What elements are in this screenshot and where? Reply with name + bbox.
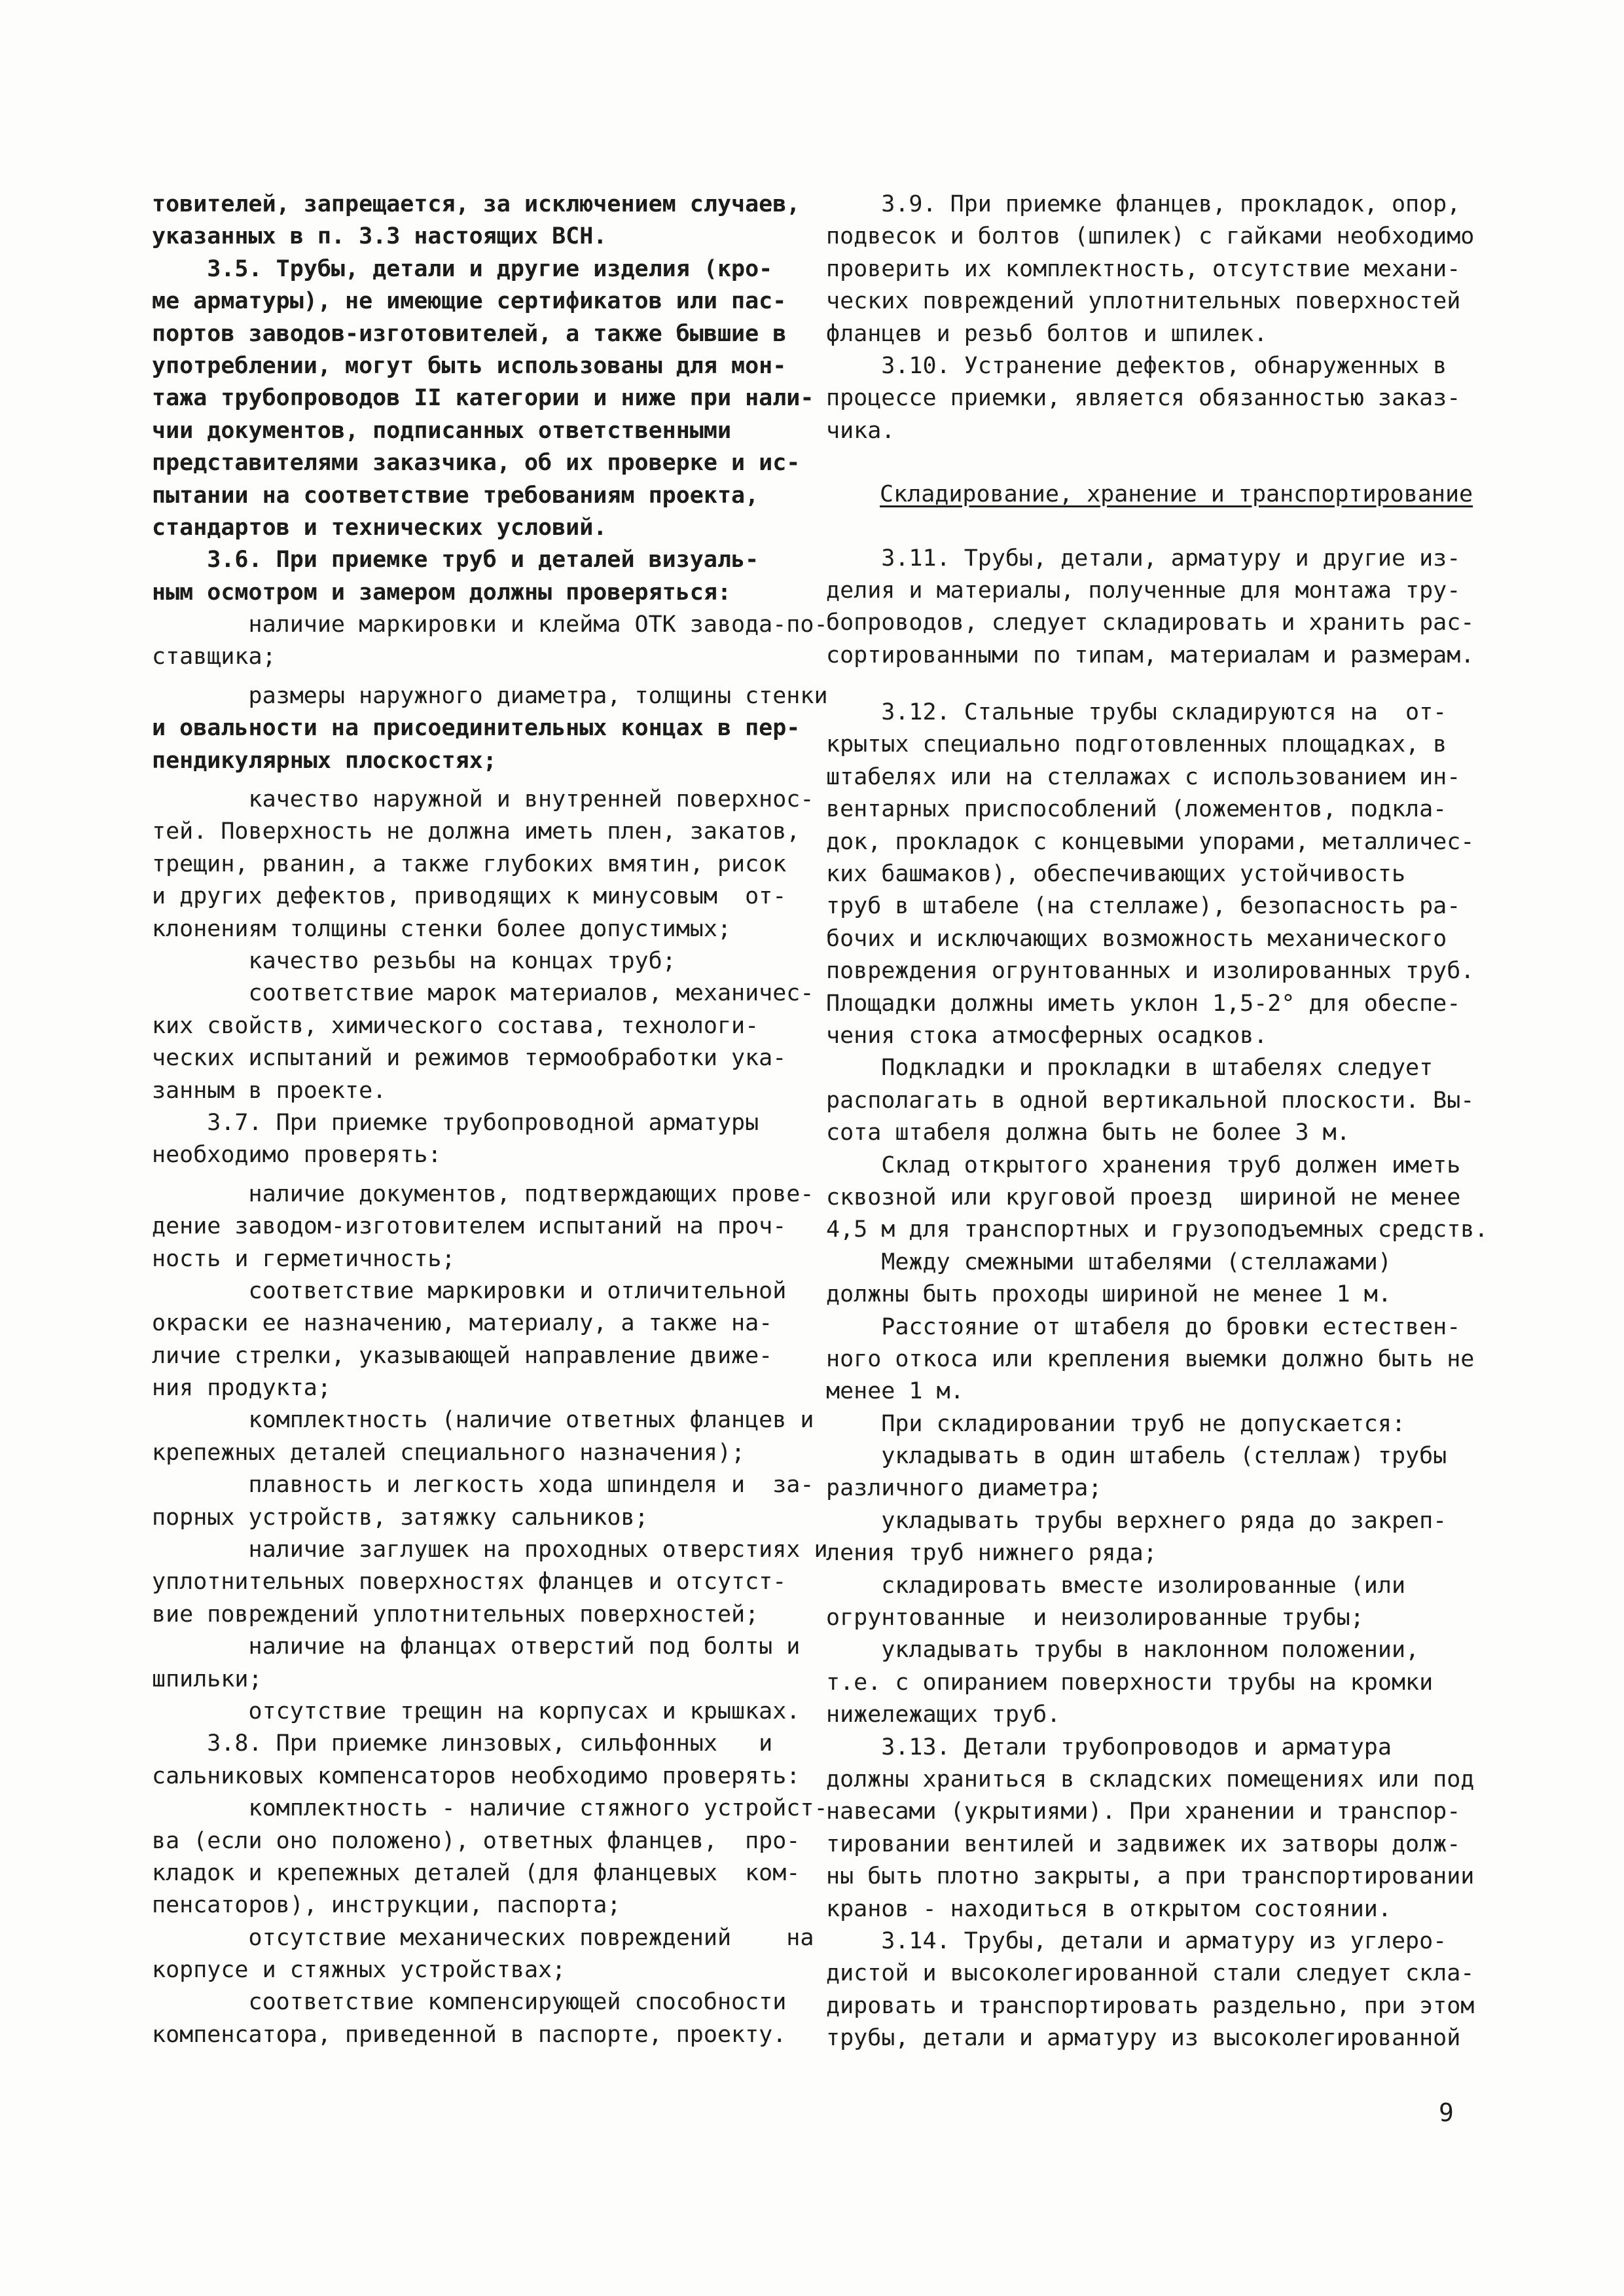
text-line: Подкладки и прокладки в штабелях следует xyxy=(826,1055,1434,1082)
text-line: складировать вместе изолированные (или xyxy=(826,1572,1406,1599)
text-line: ления труб нижнего ряда; xyxy=(826,1540,1157,1567)
text-line: употреблении, могут быть использованы для мон- xyxy=(152,352,787,379)
text-line: Площадки должны иметь уклон 1,5-2° для обеспе- xyxy=(826,990,1461,1017)
text-line: личие стрелки, указывающей направление движе- xyxy=(152,1342,773,1369)
text-line: Склад открытого хранения труб должен иметь xyxy=(826,1152,1461,1178)
text-line: указанных в п. 3.3 настоящих ВСН. xyxy=(152,223,607,250)
text-line: соответствие маркировки и отличительной xyxy=(152,1277,787,1304)
text-line: отсутствие трещин на корпусах и крышках. xyxy=(152,1698,801,1724)
text-line: проверить их комплектность, отсутствие механи- xyxy=(826,255,1461,282)
text-line: ме арматуры), не имеющие сертификатов или пас- xyxy=(152,288,787,315)
text-line: крытых специально подготовленных площадках, в xyxy=(826,731,1447,758)
right-column xyxy=(826,189,1489,2055)
text-line: 3.12. Стальные трубы складируются на от- xyxy=(826,699,1447,726)
text-line: качество резьбы на концах труб; xyxy=(152,947,676,974)
text-line: уплотнительных поверхностях фланцев и отсутст- xyxy=(152,1569,787,1595)
text-line: плавность и легкость хода шпинделя и за- xyxy=(152,1472,814,1499)
spacer xyxy=(152,777,795,784)
text-line: крепежных деталей специального назначения); xyxy=(152,1439,746,1466)
text-line: ких свойств, химического состава, технологи- xyxy=(152,1012,759,1039)
text-line: тировании вентилей и задвижек их затворы долж- xyxy=(826,1831,1461,1857)
text-line: и других дефектов, приводящих к минусовым от- xyxy=(152,883,787,910)
text-line: дировать и транспортировать раздельно, при этом xyxy=(826,1992,1475,2019)
text-line: тажа трубопроводов II категории и ниже при нали- xyxy=(152,385,814,412)
text-line: фланцев и резьб болтов и шпилек. xyxy=(826,320,1268,347)
text-line: отсутствие механических повреждений на xyxy=(152,1924,814,1951)
text-line: навесами (укрытиями). При хранении и транспор- xyxy=(826,1798,1461,1825)
text-line: ность и герметичность; xyxy=(152,1245,456,1272)
text-line: сортированными по типам, материалам и размерам. xyxy=(826,642,1475,668)
text-line: 3.13. Детали трубопроводов и арматура xyxy=(826,1734,1392,1760)
spacer xyxy=(826,672,1476,697)
text-line: стандартов и технических условий. xyxy=(152,514,607,541)
text-line: 3.14. Трубы, детали и арматуру из углеро- xyxy=(826,1927,1447,1954)
text-line: наличие маркировки и клейма ОТК завода-по- xyxy=(152,611,828,638)
text-line: различного диаметра; xyxy=(826,1475,1102,1502)
text-line: наличие документов, подтверждающих прове- xyxy=(152,1180,814,1207)
text-line: кранов - находиться в открытом состоянии. xyxy=(826,1895,1392,1922)
text-line: делия и материалы, полученные для монтажа тру- xyxy=(826,577,1461,604)
text-line: т.е. с опиранием поверхности трубы на кромки xyxy=(826,1669,1434,1696)
text-line: шпильки; xyxy=(152,1666,262,1692)
text-line: процессе приемки, является обязанностью заказ- xyxy=(826,385,1461,412)
text-line: представителями заказчика, об их проверке и ис- xyxy=(152,450,801,477)
text-line: укладывать трубы в наклонном положении, xyxy=(826,1637,1420,1664)
text-line: порных устройств, затяжку сальников; xyxy=(152,1504,649,1531)
text-line: штабелях или на стеллажах с использованием ин- xyxy=(826,763,1461,790)
text-line: сквозной или круговой проезд шириной не менее xyxy=(826,1184,1461,1211)
text-line: сота штабеля должна быть не более 3 м. xyxy=(826,1120,1350,1146)
text-line: клонениям толщины стенки более допустимых; xyxy=(152,915,732,942)
text-line: укладывать трубы верхнего ряда до закреп- xyxy=(826,1507,1447,1534)
page-number: 9 xyxy=(1439,2098,1454,2127)
text-line: ческих испытаний и режимов термообработки ука- xyxy=(152,1045,787,1072)
text-line: ставщика; xyxy=(152,644,276,670)
text-line: соответствие марок материалов, механичес- xyxy=(152,980,814,1007)
text-line: труб в штабеле (на стеллаже), безопасность ра- xyxy=(826,893,1461,920)
text-line: соответствие компенсирующей способности xyxy=(152,1989,787,2016)
text-line: ких башмаков), обеспечивающих устойчивость xyxy=(826,861,1406,888)
text-line: ва (если оно положено), ответных фланцев, про- xyxy=(152,1827,801,1854)
text-line: должны быть проходы шириной не менее 1 м. xyxy=(826,1281,1392,1308)
text-line: корпусе и стяжных устройствах; xyxy=(152,1957,566,1984)
text-line: 3.6. При приемке труб и деталей визуаль- xyxy=(152,547,759,574)
text-line: Между смежными штабелями (стеллажами) xyxy=(826,1248,1392,1275)
text-line: ческих повреждений уплотнительных поверхностей xyxy=(826,288,1461,315)
text-line: нижележащих труб. xyxy=(826,1702,1061,1728)
text-line: Расстояние от штабеля до бровки естествен- xyxy=(826,1313,1461,1340)
text-line: необходимо проверять: xyxy=(152,1142,442,1169)
text-line: сальниковых компенсаторов необходимо проверять: xyxy=(152,1762,801,1789)
text-line: При складировании труб не допускается: xyxy=(826,1410,1406,1437)
text-line: док, прокладок с концевыми упорами, металличес- xyxy=(826,828,1475,855)
spacer xyxy=(152,1172,795,1178)
text-line: трещин, рванин, а также глубоких вмятин, рисок xyxy=(152,850,787,877)
text-line: тей. Поверхность не должна иметь плен, закатов, xyxy=(152,818,801,845)
text-line: пытании на соответствие требованиям проекта, xyxy=(152,482,759,509)
text-line: комплектность (наличие ответных фланцев и xyxy=(152,1407,814,1434)
text-line: ны быть плотно закрыты, а при транспортировании xyxy=(826,1863,1475,1890)
section-heading: Складирование, хранение и транспортирование xyxy=(880,481,1473,508)
text-line: вентарных приспособлений (ложементов, подкла- xyxy=(826,796,1447,823)
text-line: ния продукта; xyxy=(152,1375,331,1402)
text-line: наличие заглушек на проходных отверстиях и xyxy=(152,1537,828,1563)
left-column xyxy=(152,189,828,2051)
text-line: 3.10. Устранение дефектов, обнаруженных в xyxy=(826,352,1447,379)
text-line: и овальности на присоединительных концах в пер- xyxy=(152,715,801,742)
text-line: пендикулярных плоскостях; xyxy=(152,747,497,774)
text-line: дение заводом-изготовителем испытаний на проч- xyxy=(152,1213,787,1240)
text-line: повреждения огрунтованных и изолированных труб. xyxy=(826,958,1475,985)
text-line: должны храниться в складских помещениях или под xyxy=(826,1766,1475,1793)
text-line: укладывать в один штабель (стеллаж) трубы xyxy=(826,1443,1447,1470)
text-line: трубы, детали и арматуру из высоколегированной xyxy=(826,2025,1461,2052)
right-column-bottom-block xyxy=(826,543,1489,2055)
text-line: 3.5. Трубы, детали и другие изделия (кро- xyxy=(152,255,773,282)
spacer xyxy=(152,674,795,680)
right-column-top-block xyxy=(826,189,1476,447)
text-line: занным в проекте. xyxy=(152,1077,387,1104)
text-line: ного откоса или крепления выемки должно быть не xyxy=(826,1345,1475,1372)
text-line: чии документов, подписанных ответственными xyxy=(152,417,732,444)
text-line: менее 1 м. xyxy=(826,1378,964,1405)
text-line: пенсаторов), инструкции, паспорта; xyxy=(152,1892,621,1919)
text-line: чика. xyxy=(826,417,895,444)
text-line: подвесок и болтов (шпилек) с гайками необходимо xyxy=(826,223,1475,250)
spacer xyxy=(826,447,1476,479)
text-line: товителей, запрещается, за исключением случаев, xyxy=(152,191,801,217)
text-line: чения стока атмосферных осадков. xyxy=(826,1023,1268,1049)
text-line: вие повреждений уплотнительных поверхностей; xyxy=(152,1601,759,1628)
text-line: огрунтованные и неизолированные трубы; xyxy=(826,1605,1364,1631)
text-line: кладок и крепежных деталей (для фланцевых ком- xyxy=(152,1859,801,1886)
text-line: компенсатора, приведенной в паспорте, проекту. xyxy=(152,2021,787,2048)
text-line: 3.7. При приемке трубопроводной арматуры xyxy=(152,1109,759,1136)
text-line: 3.9. При приемке фланцев, прокладок, опор, xyxy=(826,191,1461,217)
text-line: 4,5 м для транспортных и грузоподъемных средств. xyxy=(826,1216,1489,1243)
text-line: 3.11. Трубы, детали, арматуру и другие из- xyxy=(826,545,1461,572)
text-line: бочих и исключающих возможность механического xyxy=(826,925,1447,952)
text-line: ным осмотром и замером должны проверяться: xyxy=(152,579,732,606)
text-line: располагать в одной вертикальной плоскости. Вы- xyxy=(826,1087,1475,1114)
spacer xyxy=(826,511,1476,543)
text-line: портов заводов-изготовителей, а также бывшие в xyxy=(152,320,787,347)
text-line: окраски ее назначению, материалу, а также на- xyxy=(152,1310,773,1337)
text-line: комплектность - наличие стяжного устройст- xyxy=(152,1795,828,1822)
text-line: наличие на фланцах отверстий под болты и xyxy=(152,1633,801,1660)
text-line: размеры наружного диаметра, толщины стенки xyxy=(152,682,828,709)
text-line: дистой и высоколегированной стали следует скла- xyxy=(826,1960,1475,1987)
text-line: бопроводов, следует складировать и хранить рас- xyxy=(826,610,1475,636)
text-line: 3.8. При приемке линзовых, сильфонных и xyxy=(152,1730,773,1757)
text-line: качество наружной и внутренней поверхнос- xyxy=(152,786,814,813)
